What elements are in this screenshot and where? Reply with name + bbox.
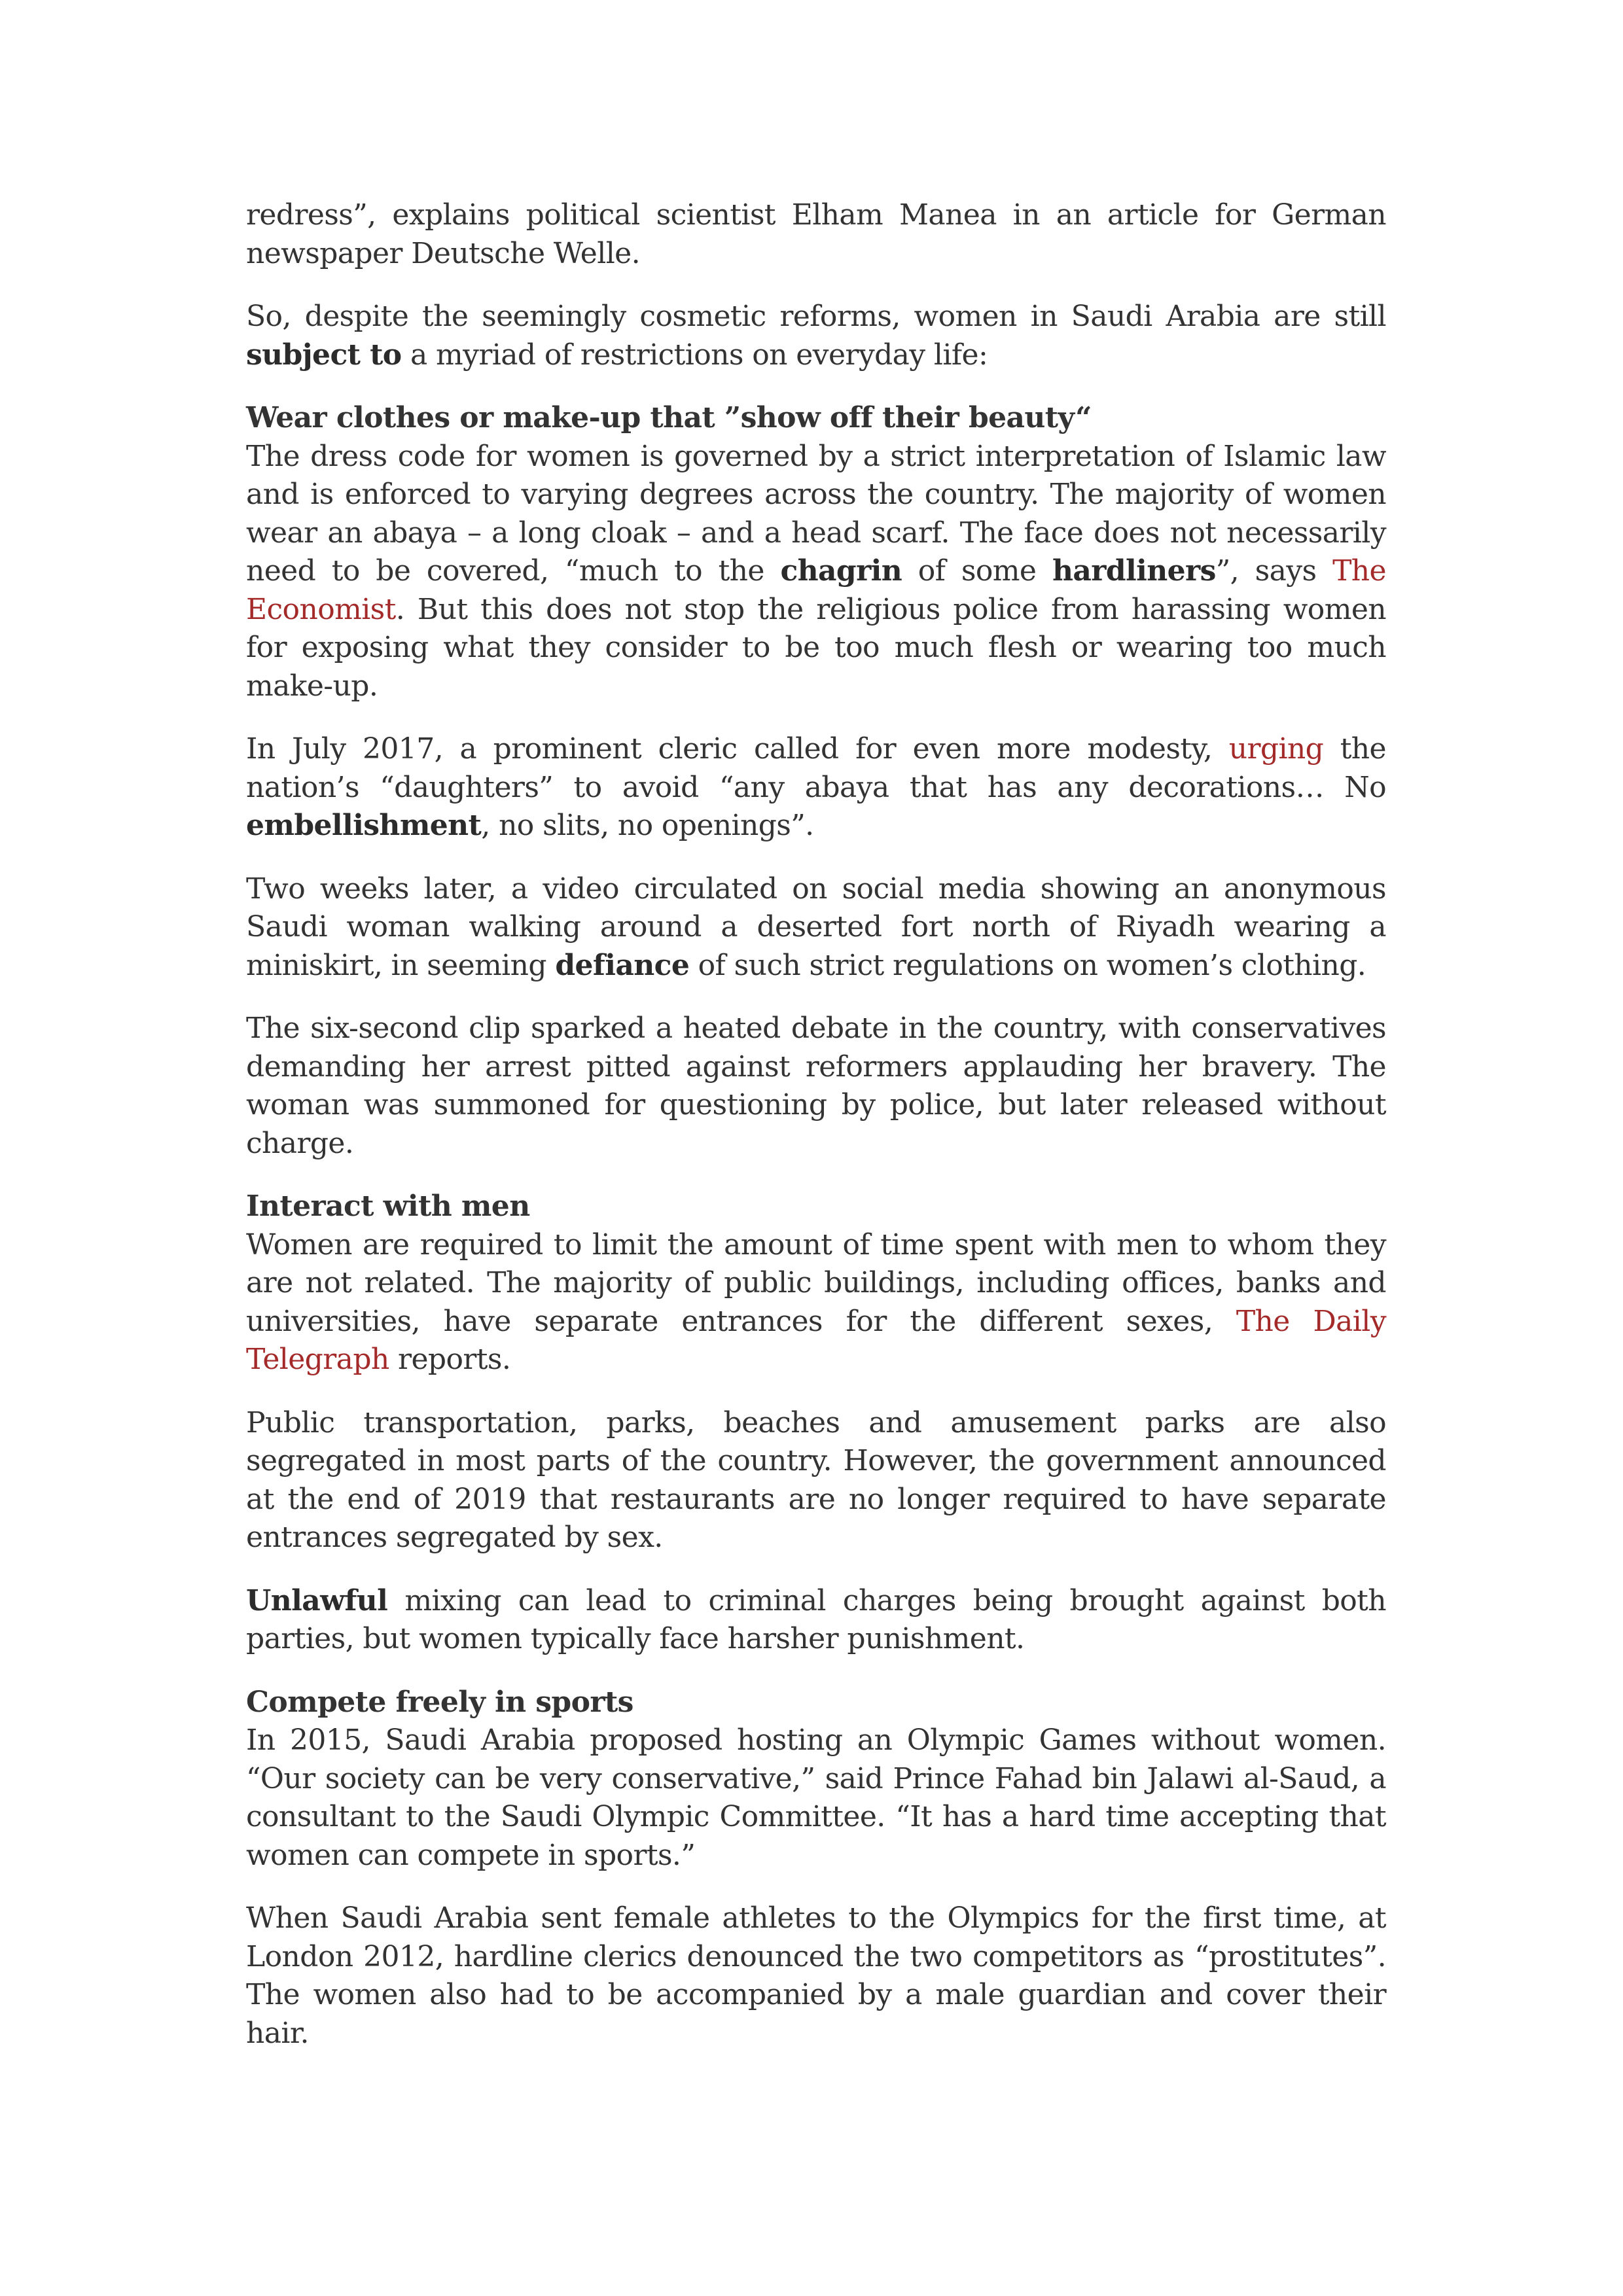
link-the-economist[interactable]: The Economist [246, 554, 1386, 626]
intro-paragraph-2: So, despite the seemingly cosmetic reforms, women in Saudi Arabia are still subject to a myriad of restrictions on everyday life: [246, 300, 1386, 372]
keyword-chagrin: chagrin [780, 554, 902, 588]
interact-paragraph-2: Public transportation, parks, beaches and amusement parks are also segregated in most parts of the country. However, the government announced at the end of 2019 that restaurants are no longer required to have separate entrances segregated by sex. [246, 1405, 1386, 1554]
link-daily-telegraph[interactable]: The Daily Telegraph [246, 1304, 1386, 1376]
dress-paragraph-4: The six-second clip sparked a heated debate in the country, with conservatives demanding her arrest pitted against reformers applauding her bravery. The woman was summoned for questioning by police, but later released without charge. [246, 1012, 1386, 1160]
sports-paragraph-1: In 2015, Saudi Arabia proposed hosting an Olympic Games without women. “Our society can be very conservative,” said Prince Fahad bin Jalawi al-Saud, a consultant to the Saudi Olympic Committee. “It has a hard time accepting that women can compete in sports.” [246, 1723, 1386, 1872]
sports-paragraph-2: When Saudi Arabia sent female athletes to the Olympics for the first time, at London 2012, hardline clerics denounced the two competitors as “prostitutes”. The women also had to be accompanied by a male guardian and cover their hair. [246, 1901, 1386, 2050]
section-heading-sports: Compete freely in sports [246, 1685, 633, 1719]
dress-paragraph-2: In July 2017, a prominent cleric called for even more modesty, urging the nation’s “daughters” to avoid “any abaya that has any decorations… No embellishment, no slits, no openings”. [246, 732, 1386, 842]
dress-paragraph-1: The dress code for women is governed by a strict interpretation of Islamic law and is enforced to varying degrees across the country. The majority of women wear an abaya – a long cloak – and a head scarf. The face does not necessarily need to be covered, “much to the chagrin of some hardliners”, says The Economist. But this does not stop the religious police from harassing women for exposing what they consider to be too much flesh or wearing too much make-up. [246, 439, 1386, 703]
article-body [246, 196, 1386, 2077]
keyword-defiance: defiance [555, 948, 690, 982]
section-heading-dress: Wear clothes or make-up that ”show off their beauty“ [246, 401, 1092, 434]
dress-paragraph-3: Two weeks later, a video circulated on social media showing an anonymous Saudi woman walking around a deserted fort north of Riyadh wearing a miniskirt, in seeming defiance of such strict regulations on women’s clothing. [246, 872, 1386, 982]
keyword-subject-to: subject to [246, 338, 402, 372]
intro-paragraph-1: redress”, explains political scientist Elham Manea in an article for German newspaper Deutsche Welle. [246, 198, 1386, 270]
interact-paragraph-1: Women are required to limit the amount of time spent with men to whom they are not related. The majority of public buildings, including offices, banks and universities, have separate entrances for the different sexes, The Daily Telegraph reports. [246, 1227, 1386, 1376]
link-urging[interactable]: urging [1228, 732, 1324, 766]
keyword-hardliners: hardliners [1052, 554, 1216, 588]
section-heading-interact: Interact with men [246, 1190, 530, 1223]
keyword-embellishment: embellishment [246, 809, 482, 842]
interact-paragraph-3: Unlawful mixing can lead to criminal charges being brought against both parties, but women typically face harsher punishment. [246, 1583, 1386, 1655]
keyword-unlawful: Unlawful [246, 1583, 388, 1617]
